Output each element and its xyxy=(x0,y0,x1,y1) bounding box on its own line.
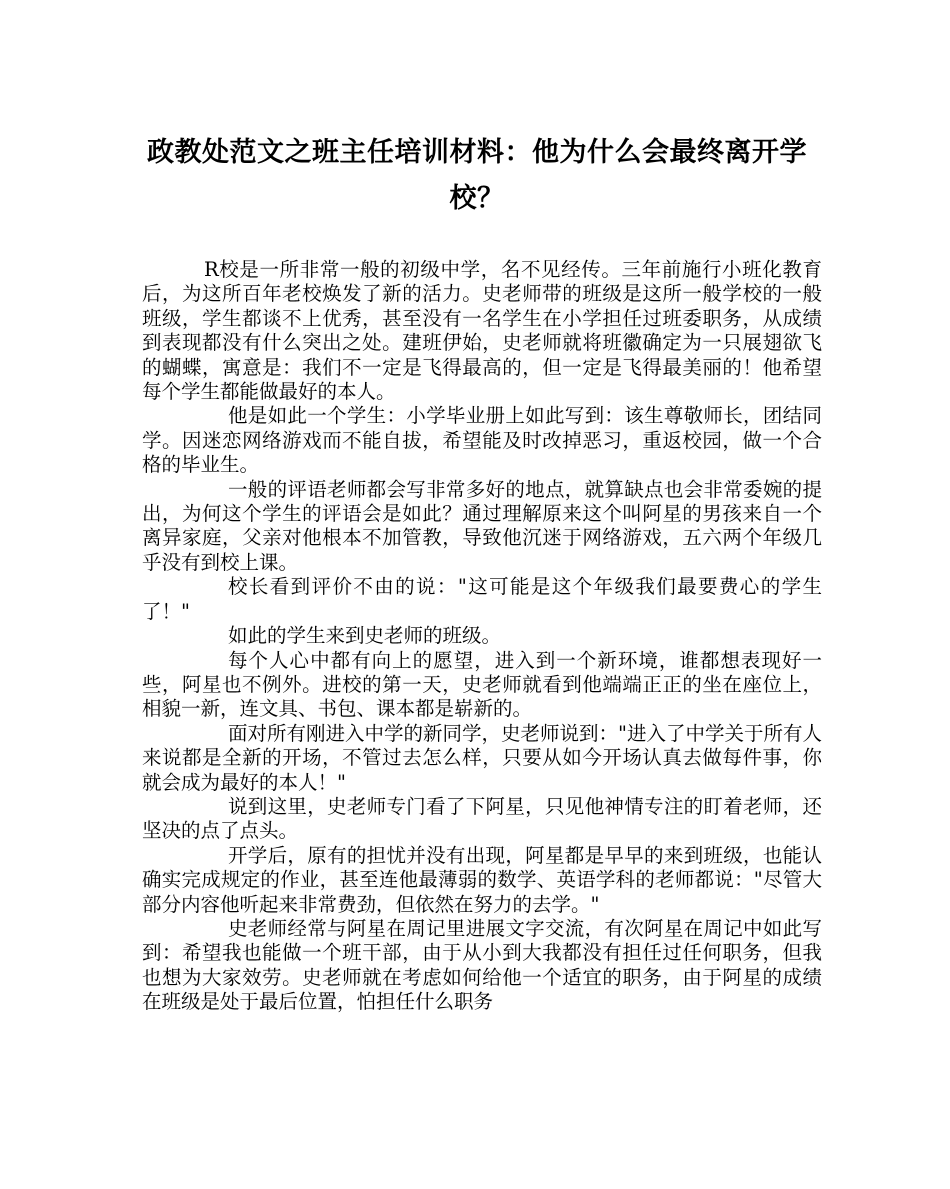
paragraph: 面对所有刚进入中学的新同学，史老师说到："进入了中学关于所有人来说都是全新的开场，不管过去怎么样，只要从如今开场认真去做每件事，你就会成为最好的本人！" xyxy=(142,721,822,794)
paragraph: 校长看到评价不由的说："这可能是这个年级我们最要费心的学生了！" xyxy=(142,575,822,623)
paragraph: 史老师经常与阿星在周记里进展文字交流，有次阿星在周记中如此写到：希望我也能做一个班干部，由于从小到大我都没有担任过任何职务，但我也想为大家效劳。史老师就在考虑如何给他一个适宜的职务，由于阿星的成绩在班级是处于最后位置，怕担任什么职务 xyxy=(142,916,822,1014)
paragraph: 一般的评语老师都会写非常多好的地点，就算缺点也会非常委婉的提出，为何这个学生的评语会是如此？通过理解原来这个叫阿星的男孩来自一个离异家庭，父亲对他根本不加管教，导致他沉迷于网络游戏，五六两个年级几乎没有到校上课。 xyxy=(142,477,822,574)
document-body xyxy=(142,258,822,1015)
paragraph: 说到这里，史老师专门看了下阿星，只见他神情专注的盯着老师，还坚决的点了点头。 xyxy=(142,794,822,843)
paragraph: 开学后，原有的担忧并没有出现，阿星都是早早的来到班级，也能认确实完成规定的作业，甚至连他最薄弱的数学、英语学科的老师都说："尽管大部分内容他听起来非常费劲，但依然在努力的去学。" xyxy=(142,843,822,916)
paragraph: R校是一所非常一般的初级中学，名不见经传。三年前施行小班化教育后，为这所百年老校焕发了新的活力。史老师带的班级是这所一般学校的一般班级，学生都谈不上优秀，甚至没有一名学生在小学担任过班委职务，从成绩到表现都没有什么突出之处。建班伊始，史老师就将班徽确定为一只展翅欲飞的蝴蝶，寓意是：我们不一定是飞得最高的，但一定是飞得最美丽的！他希望每个学生都能做最好的本人。 xyxy=(142,258,822,404)
paragraph: 每个人心中都有向上的愿望，进入到一个新环境，谁都想表现好一些，阿星也不例外。进校的第一天，史老师就看到他端端正正的坐在座位上，相貌一新，连文具、书包、课本都是崭新的。 xyxy=(142,648,822,721)
paragraph: 如此的学生来到史老师的班级。 xyxy=(228,624,502,648)
paragraph: 他是如此一个学生：小学毕业册上如此写到：该生尊敬师长，团结同学。因迷恋网络游戏而不能自拔，希望能及时改掉恶习，重返校园，做一个合格的毕业生。 xyxy=(142,404,822,477)
document-title: 政教处范文之班主任培训材料：他为什么会最终离开学校？ xyxy=(147,137,807,214)
